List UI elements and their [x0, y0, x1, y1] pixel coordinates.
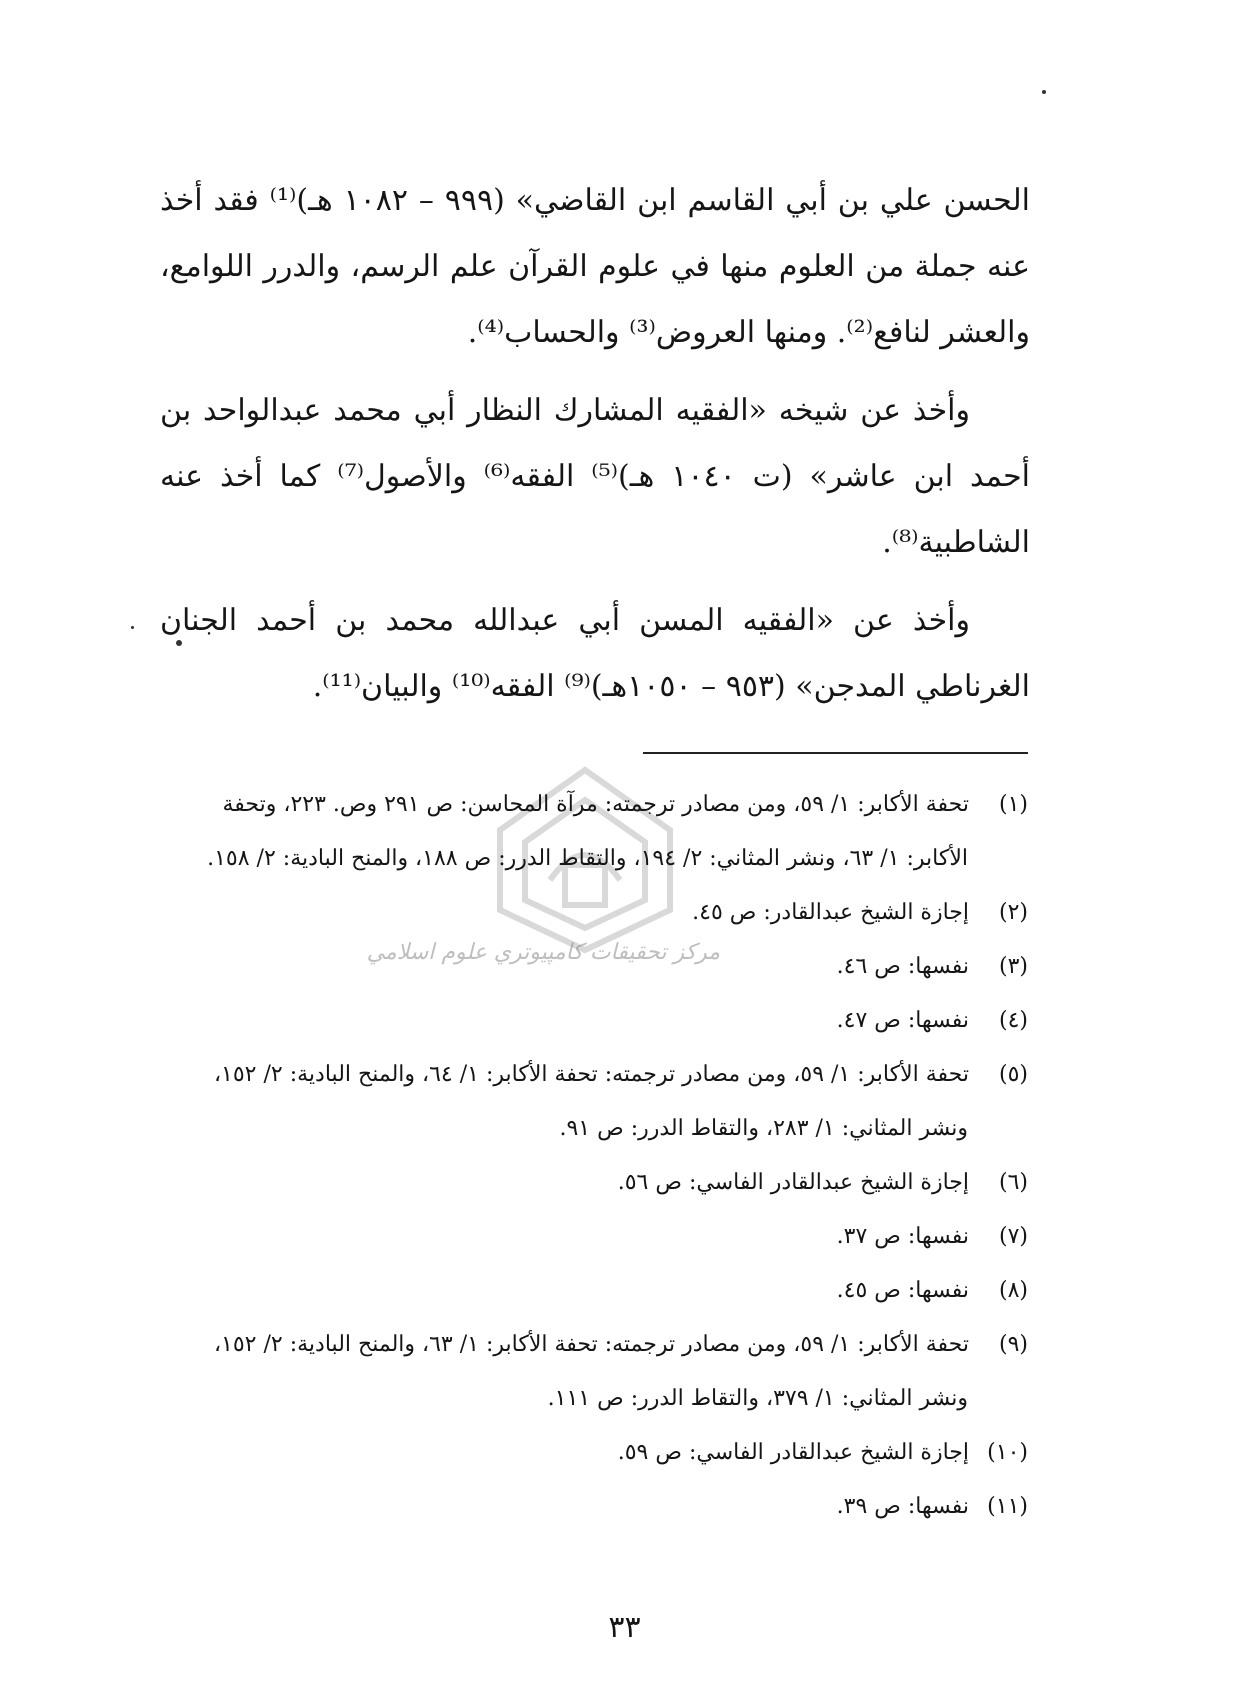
- footnote: [160, 940, 1028, 994]
- footnote-number: (٢): [998, 900, 1028, 925]
- footnote-text: نفسها: ص ٣٧.: [836, 1224, 969, 1249]
- scan-speck: [131, 626, 134, 629]
- footnote-number: (٧): [998, 1224, 1028, 1249]
- paragraph-2: وأخذ عن شيخه «الفقيه المشارك النظار أبي محمد عبدالواحد بن أحمد ابن عاشر» (ت ١٠٤٠ هـ)⁽⁵⁾ الفقه⁽⁶⁾ والأصول⁽⁷⁾ كما أخذ عنه الشاطبية⁽⁸⁾.: [160, 393, 1031, 560]
- footnotes: [160, 778, 1028, 1534]
- footnote-text: تحفة الأكابر: ١/ ٥٩، ومن مصادر ترجمته: تحفة الأكابر: ١/ ٦٤، والمنح البادية: ٢/ ١٥٢، ونشر المثاني: ١/ ٢٨٣، والتقاط الدرر: ص ٩١.: [213, 1062, 969, 1141]
- footnote-text: نفسها: ص ٤٦.: [836, 954, 969, 979]
- footnote: [160, 778, 1028, 886]
- paragraph-1: الحسن علي بن أبي القاسم ابن القاضي» (٩٩٩ – ١٠٨٢ هـ)⁽¹⁾ فقد أخذ عنه جملة من العلوم منها في علوم القرآن علم الرسم، والدرر اللوامع، والعشر لنافع⁽²⁾. ومنها العروض⁽³⁾ والحساب⁽⁴⁾.: [160, 183, 1030, 350]
- footnote-number: (٨): [998, 1278, 1028, 1303]
- footnote-text: تحفة الأكابر: ١/ ٥٩، ومن مصادر ترجمته: تحفة الأكابر: ١/ ٦٣، والمنح البادية: ٢/ ١٥٢، ونشر المثاني: ١/ ٣٧٩، والتقاط الدرر: ص ١١١.: [213, 1332, 969, 1411]
- footnote-text: إجازة الشيخ عبدالقادر: ص ٤٥.: [692, 900, 969, 925]
- footnote: [160, 886, 1028, 940]
- footnote: [160, 1264, 1028, 1318]
- footnote-text: نفسها: ص ٤٥.: [836, 1278, 969, 1303]
- footnote-text: إجازة الشيخ عبدالقادر الفاسي: ص ٥٦.: [617, 1170, 969, 1195]
- footnote-separator: [643, 752, 1028, 754]
- footnote: [160, 1210, 1028, 1264]
- footnote-text: تحفة الأكابر: ١/ ٥٩، ومن مصادر ترجمته: مرآة المحاسن: ص ٢٩١ وص. ٢٢٣، وتحفة الأكابر: ١/ ٦٣، ونشر المثاني: ٢/ ١٩٤، والتقاط الدرر: ص ١٨٨، والمنح البادية: ٢/ ١٥٨.: [207, 792, 969, 871]
- footnote: [160, 1426, 1028, 1480]
- footnote: [160, 1048, 1028, 1156]
- footnote-number: (٤): [998, 1008, 1028, 1033]
- main-text: [160, 168, 1030, 732]
- watermark-text: مركز تحقيقات كامپيوتري علوم اسلامي: [366, 940, 720, 965]
- footnote-text: نفسها: ص ٣٩.: [836, 1494, 969, 1519]
- paragraph-3: وأخذ عن «الفقيه المسن أبي عبدالله محمد بن أحمد الجنان الغرناطي المدجن» (٩٥٣ – ١٠٥٠هـ)⁽⁹⁾ الفقه⁽¹⁰⁾ والبيان⁽¹¹⁾.: [160, 603, 1030, 704]
- footnote: [160, 1318, 1028, 1426]
- footnote-number: (٥): [998, 1062, 1028, 1087]
- footnote-text: إجازة الشيخ عبدالقادر الفاسي: ص ٥٩.: [617, 1440, 969, 1465]
- footnote-number: (١١): [987, 1494, 1028, 1519]
- scan-speck: [1042, 90, 1046, 94]
- footnote-text: نفسها: ص ٤٧.: [836, 1008, 969, 1033]
- footnote: [160, 1480, 1028, 1534]
- footnote-number: (٦): [998, 1170, 1028, 1195]
- footnote-number: (١): [998, 792, 1028, 817]
- footnote: [160, 994, 1028, 1048]
- footnote-number: (٣): [998, 954, 1028, 979]
- footnote-number: (١٠): [987, 1440, 1028, 1465]
- footnote-number: (٩): [998, 1332, 1028, 1357]
- footnote: [160, 1156, 1028, 1210]
- scan-speck: [176, 640, 182, 646]
- page-number: ٣٣: [608, 1610, 641, 1645]
